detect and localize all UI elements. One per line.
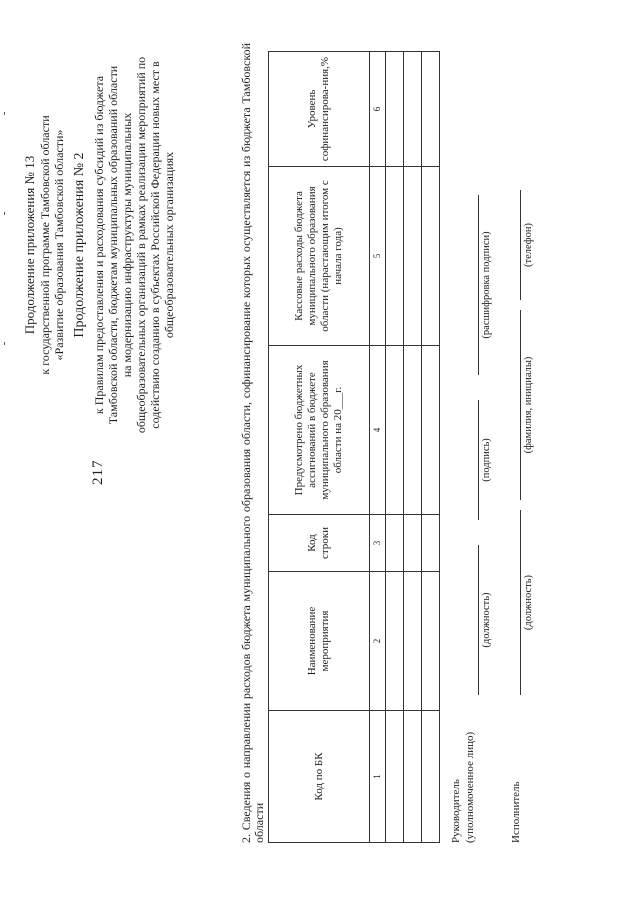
col-number-3: 3	[370, 515, 386, 572]
executor-phone-line	[520, 190, 521, 300]
head-position-caption: (должность)	[481, 592, 492, 648]
table-cell	[386, 346, 404, 515]
header-continuation-2: Продолжение приложения № 2	[72, 152, 87, 338]
table-cell	[422, 515, 440, 572]
col-number-1: 1	[370, 711, 386, 843]
executor-phone-caption: (телефон)	[523, 223, 534, 267]
executor-position-caption: (должность)	[523, 574, 534, 631]
table-cell	[404, 572, 422, 711]
table-cell	[404, 167, 422, 346]
col-header-cofinancing-level: Уровень софинансирова-ния,%	[269, 52, 370, 167]
head-signature-line	[478, 400, 479, 520]
table-cell	[422, 52, 440, 167]
scan-mark	[4, 212, 5, 215]
table-cell	[404, 711, 422, 843]
section-title: 2. Сведения о направлении расходов бюджета муниципального образования области, софинансирование которых осуществляется из бюджета Тамбовской области	[239, 43, 266, 843]
table-row	[422, 52, 440, 843]
header-continuation-13: Продолжение приложения № 13	[22, 155, 37, 335]
header-program: к государственной программе Тамбовской области	[38, 115, 52, 375]
head-authorized-label: (уполномоченное лицо)	[464, 731, 476, 843]
executor-fio-line	[520, 310, 521, 500]
head-position-line	[478, 545, 479, 695]
table-row	[404, 52, 422, 843]
header-rules-line-6: общеобразовательных организациях	[162, 151, 176, 339]
table-header-row	[269, 52, 370, 843]
col-number-6: 6	[370, 52, 386, 167]
executor-position-line	[520, 510, 521, 695]
scan-mark	[4, 342, 5, 345]
table-cell	[386, 167, 404, 346]
header-rules-line-3: на модернизацию инфраструктуры муниципальных	[120, 112, 134, 378]
table-cell	[386, 515, 404, 572]
head-decoding-line	[478, 195, 479, 375]
col-header-bk-code: Код по БК	[269, 711, 370, 843]
col-number-5: 5	[370, 167, 386, 346]
col-header-planned-allocations: Предусмотрено бюджетных ассигнований в бюджете муниципального образования области на 20___г.	[269, 346, 370, 515]
table-row	[386, 52, 404, 843]
page-number: 217	[90, 459, 106, 485]
table-cell	[404, 346, 422, 515]
header-program-name: «Развитие образования Тамбовской области»	[52, 129, 66, 361]
table-cell	[422, 167, 440, 346]
col-number-2: 2	[370, 572, 386, 711]
table-cell	[422, 572, 440, 711]
col-header-activity-name: Наименование мероприятия	[269, 572, 370, 711]
head-label: Руководитель	[450, 779, 462, 843]
head-decoding-caption: (расшифровка подписи)	[481, 231, 492, 339]
executor-label: Исполнитель	[510, 781, 522, 843]
table-cell	[422, 711, 440, 843]
table-cell	[386, 572, 404, 711]
table-cell	[386, 52, 404, 167]
table-cell	[404, 52, 422, 167]
header-rules-line-1: к Правилам предоставления и расходования субсидий из бюджета	[92, 75, 106, 415]
col-header-row-code: Код строки	[269, 515, 370, 572]
head-signature-caption: (подпись)	[481, 438, 492, 482]
col-number-4: 4	[370, 346, 386, 515]
scan-mark	[4, 112, 5, 115]
executor-fio-caption: (фамилия, инициалы)	[523, 356, 534, 454]
table-cell	[404, 515, 422, 572]
header-rules-line-5: содействию созданию в субъектах Российской Федерации новых мест в	[148, 61, 162, 429]
table-number-row	[370, 52, 386, 843]
col-header-cash-expenses: Кассовые расходы бюджета муниципального образования области (нарастающим итогом с начала года)	[269, 167, 370, 346]
header-rules-line-2: Тамбовской области, бюджетам муниципальных образований области	[106, 65, 120, 425]
header-rules-line-4: общеобразовательных организаций в рамках реализации мероприятий по	[134, 56, 148, 434]
expenses-table	[268, 51, 440, 843]
table-cell	[386, 711, 404, 843]
table-cell	[422, 346, 440, 515]
